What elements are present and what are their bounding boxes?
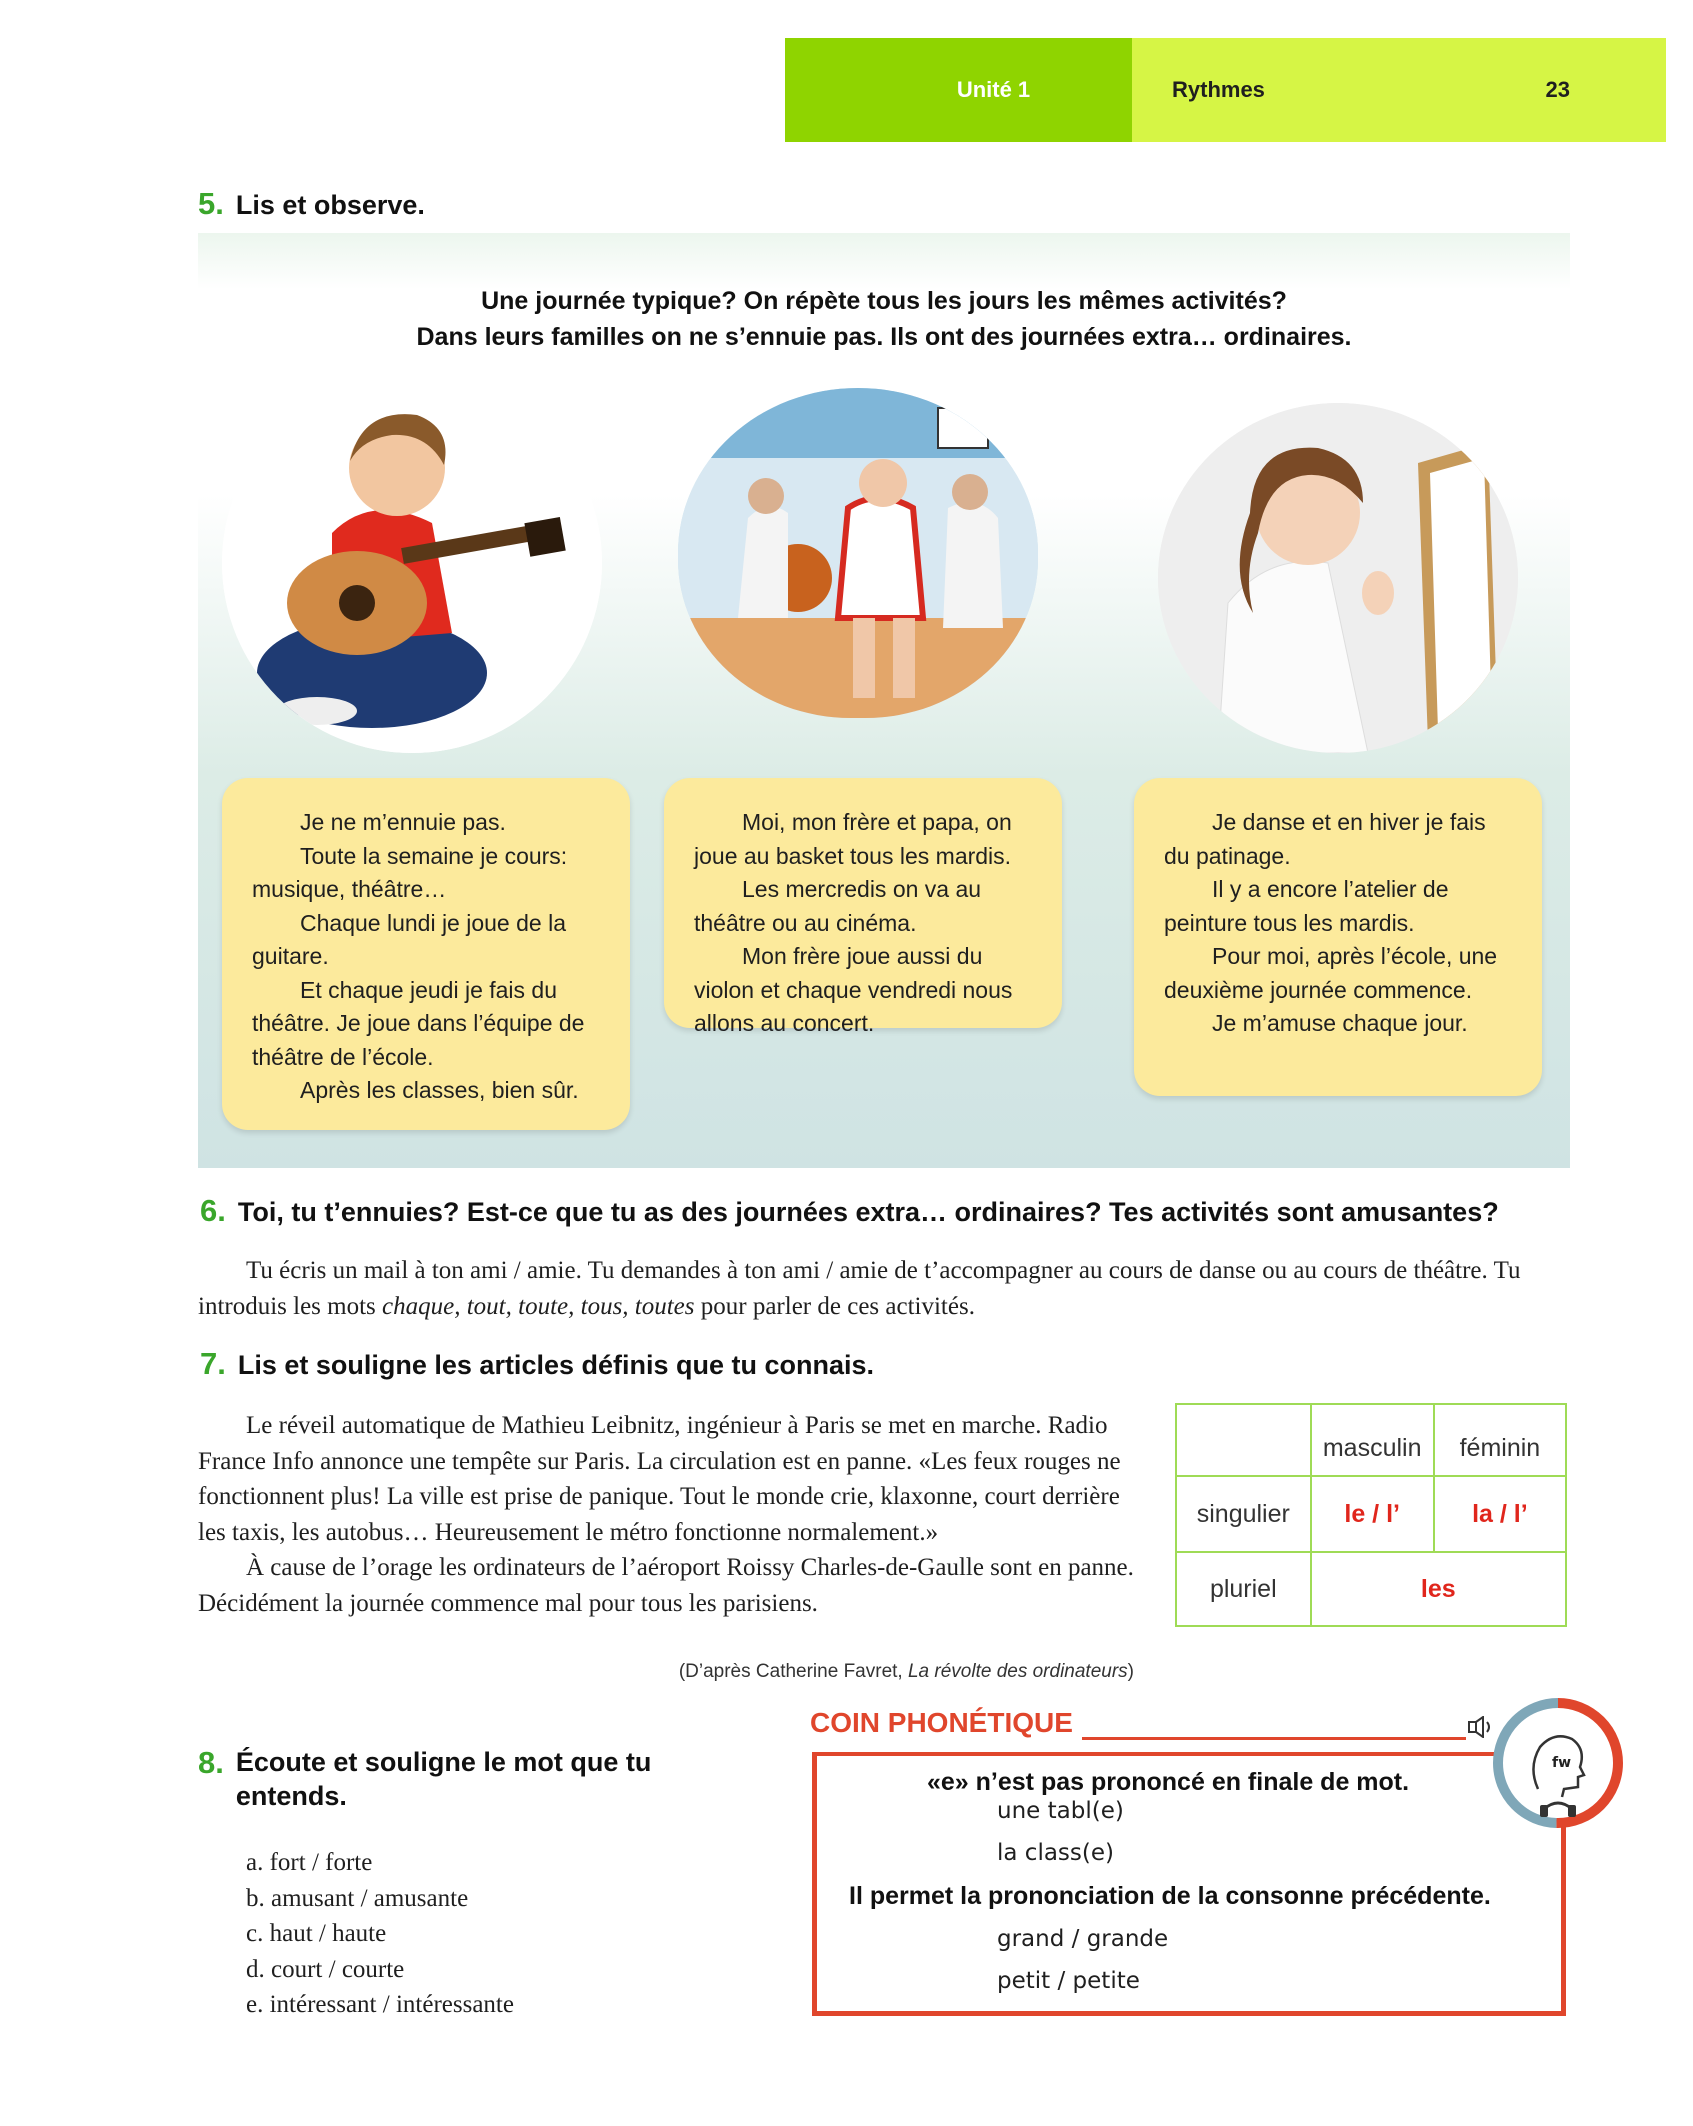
ex7-heading (200, 1346, 874, 1382)
phonetic-rule-1: «e» n’est pas prononcé en finale de mot. (927, 1768, 1410, 1796)
page-number: 23 (1545, 77, 1570, 102)
ex6-number: 6. (200, 1193, 226, 1228)
articles-table (1175, 1403, 1567, 1627)
header-band (1132, 38, 1666, 142)
card-girl-line: Il y a encore l’atelier de peinture tous les mardis. (1164, 876, 1449, 936)
cell-sing-fem: la / l’ (1434, 1476, 1566, 1552)
card-basket (664, 778, 1062, 1036)
card-boy-line: Toute la semaine je cours: musique, théâtre… (252, 842, 568, 902)
card-boy-line: Après les classes, bien sûr. (300, 1077, 579, 1103)
ex7-paragraph-2: À cause de l’orage les ordinateurs de l’aéroport Roissy Charles-de-Gaulle sont en panne. Décidément la journée commence mal pour tous les parisiens. (198, 1554, 1134, 1617)
basketball-photo (678, 388, 1038, 718)
phonetic-example: grand / grande (997, 1926, 1169, 1952)
boy-guitar-photo (222, 373, 602, 753)
card-girl-line: Pour moi, après l’école, une deuxième journée commence. (1164, 943, 1498, 1003)
card-boy (222, 778, 630, 1130)
cell-sing-masc: le / l’ (1311, 1476, 1434, 1552)
card-boy-line: Je ne m’ennuie pas. (300, 809, 506, 835)
svg-text:fw: fw (1552, 1755, 1572, 1771)
ex6-text (198, 1253, 1570, 1324)
list-item: a. fort / forte (246, 1849, 373, 1876)
ex6-title: Toi, tu t’ennuies? Est-ce que tu as des journées extra… ordinaires? Tes activités sont amusantes? (237, 1197, 1499, 1227)
list-item: c. haut / haute (246, 1920, 387, 1947)
source-end: ) (1127, 1661, 1134, 1682)
ex6-heading (200, 1193, 1499, 1229)
coin-title-underline (1082, 1737, 1466, 1740)
phonetic-example: petit / petite (997, 1968, 1140, 1994)
list-item: d. court / courte (246, 1955, 405, 1983)
source-title: La révolte des ordinateurs (907, 1661, 1128, 1682)
cell-plural: les (1311, 1552, 1566, 1626)
coin-phonetique-title: COIN PHONÉTIQUE (810, 1707, 1073, 1738)
list-item: b. amusant / amusante (246, 1884, 469, 1912)
speaker-icon (1468, 1716, 1494, 1738)
phonetic-example: la class(e) (997, 1840, 1114, 1866)
phonetic-rule-2: Il permet la prononciation de la consonne précédente. (849, 1882, 1491, 1910)
col-masculin: masculin (1311, 1404, 1434, 1476)
listening-head-icon (1492, 1697, 1624, 1829)
card-girl-line: Je danse et en hiver je fais du patinage. (1164, 809, 1486, 869)
girl-painting-photo (1158, 403, 1518, 753)
ex5-panel (198, 233, 1570, 1168)
card-boy-line: Chaque lundi je joue de la guitare. (252, 909, 566, 969)
ex5-intro (198, 283, 1570, 355)
ex6-text-keywords: chaque, tout, toute, tous, toutes (382, 1292, 695, 1320)
unit-label (785, 38, 1132, 142)
card-basket-line: Mon frère joue aussi du violon et chaque vendredi nous allons au concert. (694, 943, 1013, 1036)
ex8-title: Écoute et souligne le mot que tu entends. (235, 1747, 652, 1811)
card-basket-line: Les mercredis on va au théâtre ou au cinéma. (694, 876, 982, 936)
ex7-text (198, 1408, 1138, 1621)
ex7-source (679, 1661, 1134, 1683)
ex7-number: 7. (200, 1346, 226, 1381)
coin-phonetique-box (812, 1752, 1566, 2016)
phonetic-example: une tabl(e) (997, 1798, 1124, 1824)
list-item: e. intéressant / intéressante (246, 1991, 514, 2018)
section-title: Rythmes (1172, 77, 1265, 102)
row-singulier: singulier (1176, 1476, 1311, 1552)
ex8-number: 8. (198, 1745, 224, 1780)
ex5-heading (198, 186, 425, 222)
card-boy-line: Et chaque jeudi je fais du théâtre. Je joue dans l’équipe de théâtre de l’école. (252, 976, 585, 1070)
ex7-paragraph-1: Le réveil automatique de Mathieu Leibnitz, ingénieur à Paris se met en marche. Radio France Info annonce une tempête sur Paris. La circulation est en panne. «Les feux rouges ne fonctionnent plus! La ville est prise de panique. Tout le monde crie, klaxonne, court derrière les taxis, les autobus… Heureusement le métro fonctionne normalement.» (198, 1412, 1121, 1546)
ex5-number: 5. (198, 186, 224, 221)
ex7-title: Lis et souligne les articles définis que tu connais. (237, 1350, 875, 1380)
ex8-heading (198, 1745, 718, 1813)
ex5-title: Lis et observe. (235, 190, 425, 220)
card-girl-line: Je m’amuse chaque jour. (1212, 1010, 1468, 1036)
table-corner (1176, 1404, 1311, 1476)
ex8-list (246, 1845, 514, 2023)
ex6-text-end: pour parler de ces activités. (694, 1292, 975, 1320)
row-pluriel: pluriel (1176, 1552, 1311, 1626)
col-feminin: féminin (1434, 1404, 1566, 1476)
unit-text: Unité 1 (956, 77, 1031, 102)
source-start: (D’après Catherine Favret, (678, 1661, 908, 1682)
ex6-text-start: Tu écris un mail à ton ami / amie. Tu demandes à ton ami / amie de t’accompagner au cours de danse ou au cours de théâtre. Tu introduis les mots (198, 1257, 1521, 1320)
intro-line-2: Dans leurs familles on ne s’ennuie pas. Ils ont des journées extra… ordinaires. (416, 323, 1352, 351)
card-basket-line: Moi, mon frère et papa, on joue au basket tous les mardis. (694, 809, 1012, 869)
card-girl (1134, 778, 1542, 1096)
intro-line-1: Une journée typique? On répète tous les jours les mêmes activités? (481, 287, 1287, 315)
